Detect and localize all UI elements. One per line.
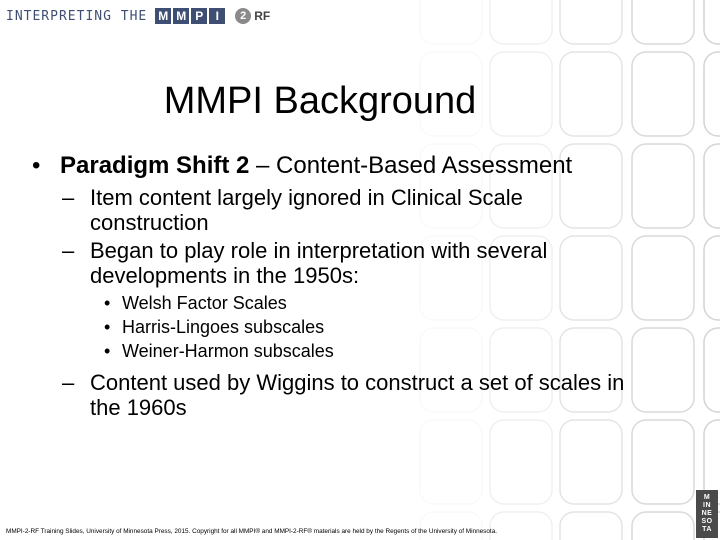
logo-line: NE [701, 510, 713, 517]
logo-letter-m1: M [155, 8, 171, 24]
grid-cell [490, 420, 552, 504]
logo-letter-i: I [209, 8, 225, 24]
grid-cell [632, 420, 694, 504]
sub-sub-item [32, 315, 632, 339]
copyright-footer: MMPI-2-RF Training Slides, University of Minnesota Press, 2015. Copyright for all MMPI® and MMPI-2-RF® materials are held by the Regents of the University of Minnesota. [6, 528, 498, 535]
grid-cell [420, 512, 482, 540]
sub-sub-item-text: Welsh Factor Scales [122, 293, 287, 313]
logo-letter-m2: M [173, 8, 189, 24]
logo-suffix: RF [254, 9, 271, 23]
grid-cell [632, 328, 694, 412]
slide-title: MMPI Background [163, 80, 477, 122]
sub-sub-item-text: Harris-Lingoes subscales [122, 317, 325, 337]
sub-item [32, 238, 632, 288]
grid-cell [632, 144, 694, 228]
slide-body [32, 152, 632, 423]
bullet-text: – Content-Based Assessment [249, 152, 573, 179]
grid-cell [704, 144, 720, 228]
grid-cell [420, 420, 482, 504]
dash-icon: – [62, 185, 75, 210]
logo-line: M [703, 494, 711, 501]
bullet-icon: • [104, 293, 111, 313]
logo-line: IN [703, 502, 711, 509]
grid-cell [704, 0, 720, 44]
grid-cell [704, 236, 720, 320]
sub-sub-list [32, 291, 632, 363]
bullet-bold-text: Paradigm Shift 2 [60, 152, 250, 179]
sub-item-text: Item content largely ignored in Clinical Scale construction [90, 185, 523, 235]
header-logo [6, 6, 270, 26]
dash-icon: – [62, 370, 75, 395]
logo-circle-number: 2 [235, 8, 251, 24]
logo-line: SO [701, 518, 713, 525]
grid-cell [704, 52, 720, 136]
grid-cell [632, 512, 694, 540]
grid-cell [560, 420, 622, 504]
sub-sub-item [32, 291, 632, 315]
bullet-icon: • [104, 341, 111, 361]
sub-sub-item-text: Weiner-Harmon subscales [122, 341, 334, 361]
grid-cell [560, 0, 622, 44]
sub-item [32, 370, 632, 420]
university-logo [696, 490, 718, 538]
grid-cell [560, 512, 622, 540]
grid-cell [632, 236, 694, 320]
sub-item [32, 185, 632, 235]
bullet-icon: • [104, 317, 111, 337]
grid-cell [490, 512, 552, 540]
grid-cell [420, 0, 482, 44]
logo-line: TA [702, 526, 712, 533]
grid-cell [704, 328, 720, 412]
grid-cell [490, 0, 552, 44]
bullet-item [32, 152, 632, 179]
sub-item-text: Content used by Wiggins to construct a set of scales in the 1960s [90, 370, 625, 420]
header-prefix: INTERPRETING THE [6, 8, 148, 24]
sub-item-text: Began to play role in interpretation with several developments in the 1950s: [90, 238, 548, 288]
grid-cell [632, 52, 694, 136]
grid-cell [632, 0, 694, 44]
dash-icon: – [62, 238, 75, 263]
bullet-icon: • [32, 152, 41, 179]
logo-letter-p: P [191, 8, 207, 24]
sub-sub-item [32, 339, 632, 363]
